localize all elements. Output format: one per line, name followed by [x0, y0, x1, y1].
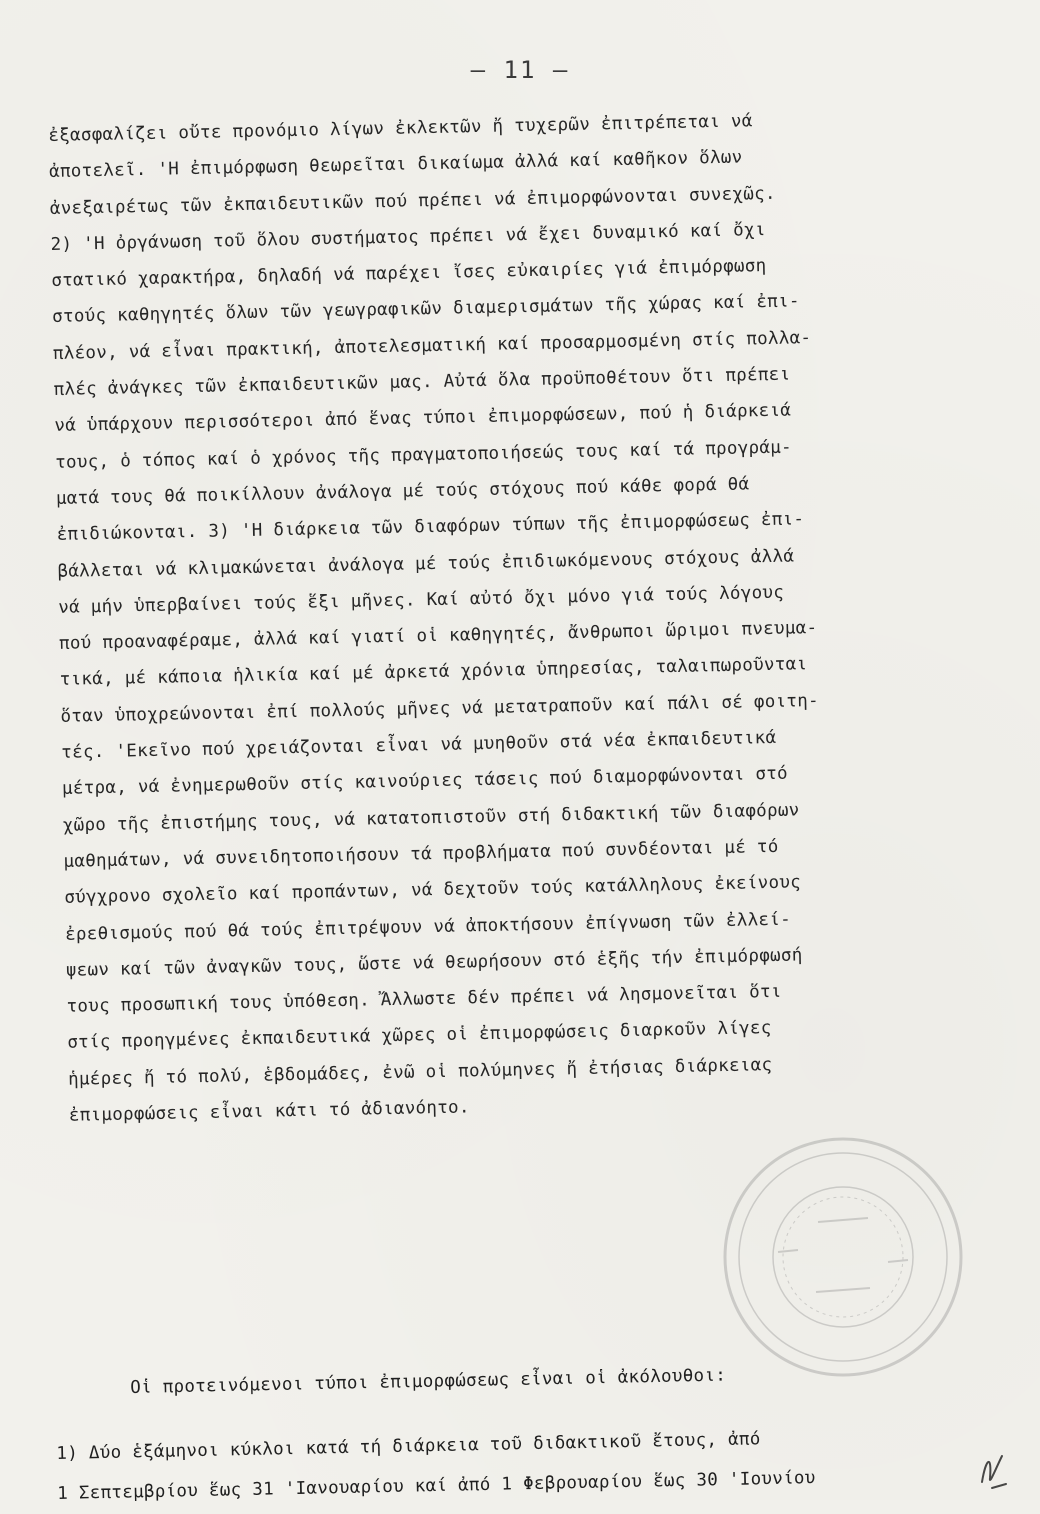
text-line: σύγχρονο σχολεῖο καί προπάντων, νά δεχτοῦν τούς κατάλληλους ἐκείνους	[64, 872, 802, 909]
text-line: νά μήν ὑπερβαίνει τούς ἕξι μῆνες. Καί αὐτό ὄχι μόνο γιά τούς λόγους	[58, 582, 785, 618]
text-line: ματά τους θά ποικίλλουν ἀνάλογα μέ τούς στόχους πού κάθε φορά θά	[55, 474, 750, 509]
types-list	[56, 1414, 1017, 1514]
text-line: στούς καθηγητές ὅλων τῶν γεωγραφικῶν διαμερισμάτων τῆς χώρας καί ἐπι-	[51, 291, 800, 328]
types-heading	[130, 1360, 990, 1398]
text-line: ἡμέρες ἤ τό πολύ, ἑβδομάδες, ἐνῶ οἱ πολύμηνες ἤ ἐτήσιας διάρκειας	[67, 1054, 773, 1090]
text-line: στατικό χαρακτήρα, δηλαδή νά παρέχει ἴσες εὐκαιρίες γιά ἐπιμόρφωση	[51, 256, 767, 292]
page-number: – 11 –	[470, 56, 570, 84]
round-seal-stamp-icon	[718, 1132, 968, 1382]
paragraph-block	[48, 98, 1029, 1134]
text-line: χῶρο τῆς ἐπιστήμης τους, νά κατατοπιστοῦν στή διδακτική τῶν διαφόρων	[62, 800, 800, 836]
text-line: τους προσωπική τους ὑπόθεση. Ἄλλωστε δέν πρέπει νά λησμονεῖται ὅτι	[66, 981, 782, 1017]
text-line: μέτρα, νά ἐνημερωθοῦν στίς καινούριες τάσεις πού διαμορφώνονται στό	[61, 763, 789, 800]
text-line: ἀποτελεῖ. 'Η ἐπιμόρφωση θεωρεῖται δικαίωμα ἀλλά καί καθῆκον ὅλων	[48, 147, 743, 183]
text-line: τικά, μέ κάποια ἡλικία καί μέ ἀρκετά χρόνια ὑπηρεσίας, ταλαιπωροῦνται	[59, 654, 808, 691]
text-line: βάλλεται νά κλιμακώνεται ἀνάλογα μέ τούς ἐπιδιωκόμενους στόχους ἀλλά	[57, 546, 795, 582]
text-line: μαθημάτων, νά συνειδητοποιήσουν τά προβλήματα πού συνδέονται μέ τό	[63, 836, 779, 872]
text-line: ἐξασφαλίζει οὔτε προνόμιο λίγων ἐκλεκτῶν ἤ τυχερῶν ἐπιτρέπεται νά	[48, 111, 753, 146]
text-line: ἐπιμορφώσεις εἶναι κάτι τό ἀδιανόητο.	[68, 1097, 470, 1126]
text-line: τές. 'Εκεῖνο πού χρειάζονται εἶναι νά μυηθοῦν στά νέα ἐκπαιδευτικά	[61, 727, 777, 763]
heading-text: Οἱ προτεινόμενοι τύποι ἐπιμορφώσεως εἶναι οἱ ἀκόλουθοι:	[130, 1365, 727, 1398]
text-line: ἀνεξαιρέτως τῶν ἐκπαιδευτικῶν πού πρέπει νά ἐπιμορφώνονται συνεχῶς.	[49, 183, 776, 219]
text-line: ὅταν ὑποχρεώνονται ἐπί πολλούς μῆνες νά μετατραποῦν καί πάλι σέ φοιτη-	[60, 690, 820, 727]
text-line: πλές ἀνάγκες τῶν ἐκπαιδευτικῶν μας. Αὐτά ὅλα προϋποθέτουν ὅτι πρέπει	[53, 364, 791, 401]
text-line: 2) 'Η ὀργάνωση τοῦ ὅλου συστήματος πρέπει νά ἔχει δυναμικό καί ὄχι	[50, 219, 766, 255]
text-line: πλέον, νά εἶναι πρακτική, ἀποτελεσματική καί προσαρμοσμένη στίς πολλα-	[52, 327, 812, 364]
list-item: 1) Δύο ἑξάμηνοι κύκλοι κατά τή διάρκεια τοῦ διδακτικοῦ ἔτους, ἀπό	[56, 1429, 761, 1464]
text-line: πού προαναφέραμε, ἀλλά καί γιατί οἱ καθηγητές, ἄνθρωποι ὥριμοι πνευμα-	[58, 618, 818, 655]
list-item: 1 Σεπτεμβρίου ἕως 31 'Ιανουαρίου καί ἀπό 1 Φεβρουαρίου ἕως 30 'Ιουνίου	[57, 1468, 816, 1504]
text-line: νά ὑπάρχουν περισσότεροι ἀπό ἕνας τύποι ἐπιμορφώσεων, πού ἡ διάρκειά	[54, 400, 792, 437]
text-line: ἐπιδιώκονται. 3) 'Η διάρκεια τῶν διαφόρων τύπων τῆς ἐπιμορφώσεως ἐπι-	[56, 509, 805, 546]
text-line: ἐρεθισμούς πού θά τούς ἐπιτρέψουν νά ἀποκτήσουν ἐπίγνωση τῶν ἐλλεί-	[64, 909, 792, 945]
handwritten-initial-mark-icon	[978, 1448, 1008, 1492]
text-line: τους, ὁ τόπος καί ὁ χρόνος τῆς πραγματοποιήσεώς τους καί τά προγράμ-	[55, 437, 793, 473]
text-line: στίς προηγμένες ἐκπαιδευτικά χῶρες οἱ ἐπιμορφώσεις διαρκοῦν λίγες	[67, 1018, 772, 1054]
text-line: ψεων καί τῶν ἀναγκῶν τους, ὥστε νά θεωρήσουν στό ἑξῆς τήν ἐπιμόρφωσή	[65, 945, 803, 981]
